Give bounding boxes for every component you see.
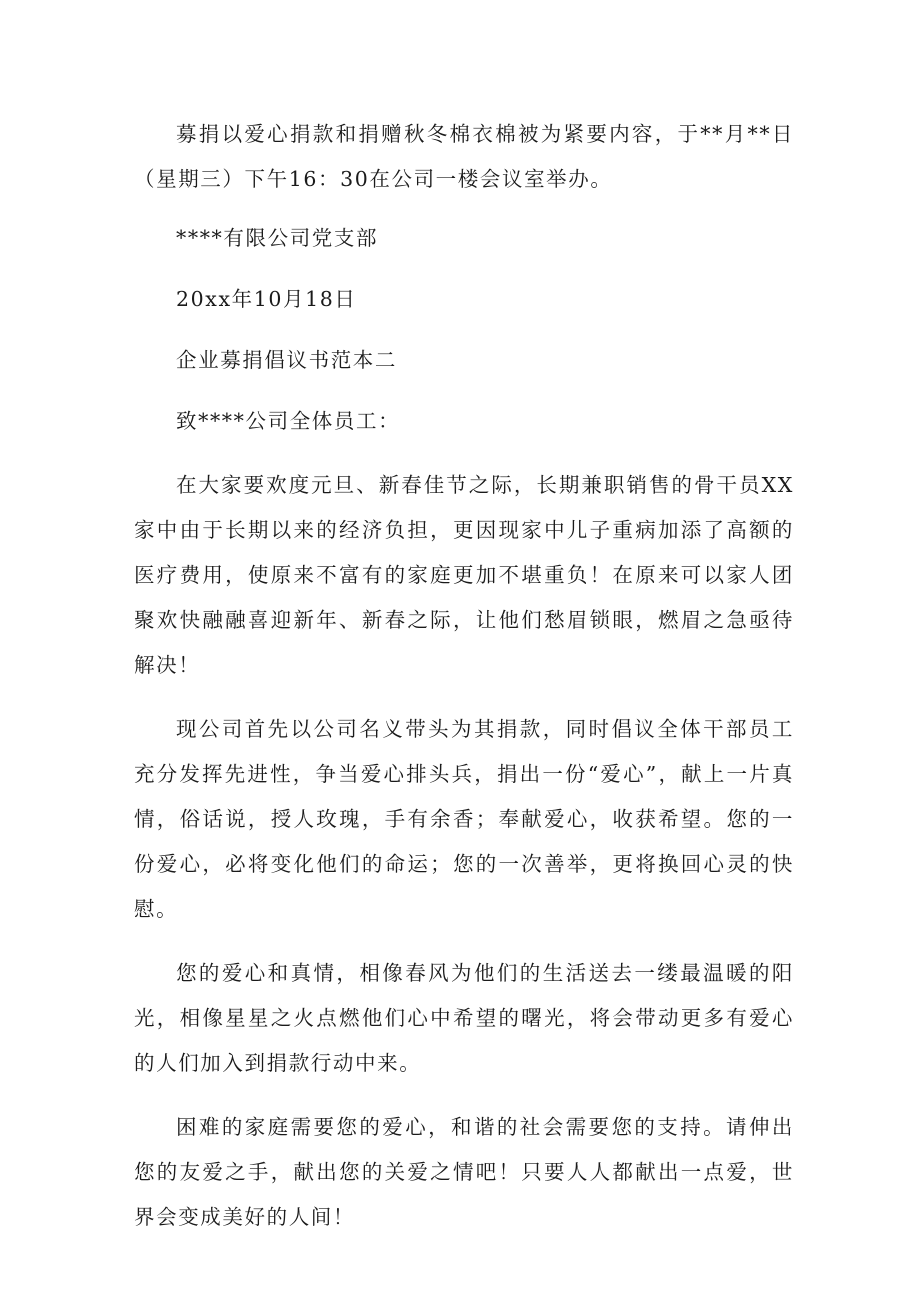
paragraph-initiative: 现公司首先以公司名义带头为其捐款，同时倡议全体干部员工充分发挥先进性，争当爱心排头兵，捐出一份“爱心”，献上一片真情，俗话说，授人玫瑰，手有余香；奉献爱心，收获希望。您的一份爱心，必将变化他们的命运；您的一次善举，更将换回心灵的快慰。 xyxy=(134,717,794,921)
document-body xyxy=(134,112,794,1240)
paragraph-closing: 困难的家庭需要您的爱心，和谐的社会需要您的支持。请伸出您的友爱之手，献出您的关爱之情吧！只要人人都献出一点爱，世界会变成美好的人间！ xyxy=(134,1115,794,1229)
salutation: 致****公司全体员工： xyxy=(176,409,401,433)
section-heading: 企业募捐倡议书范本二 xyxy=(176,348,397,372)
paragraph-appeal: 您的爱心和真情，相像春风为他们的生活送去一缕最温暖的阳光，相像星星之火点燃他们心中希望的曙光，将会带动更多有爱心的人们加入到捐款行动中来。 xyxy=(134,961,794,1075)
signature-organization: ****有限公司党支部 xyxy=(176,226,379,250)
paragraph-donation-details: 募捐以爱心捐款和捐赠秋冬棉衣棉被为紧要内容，于**月**日（星期三）下午16：30在公司一楼会议室举办。 xyxy=(134,122,794,191)
signature-date: 20xx年10月18日 xyxy=(176,287,357,311)
paragraph-background: 在大家要欢度元旦、新春佳节之际，长期兼职销售的骨干员XX家中由于长期以来的经济负担，更因现家中儿子重病加添了高额的医疗费用，使原来不富有的家庭更加不堪重负！在原来可以家人团聚欢快融融喜迎新年、新春之际，让他们愁眉锁眼，燃眉之急亟待解决！ xyxy=(134,473,794,677)
